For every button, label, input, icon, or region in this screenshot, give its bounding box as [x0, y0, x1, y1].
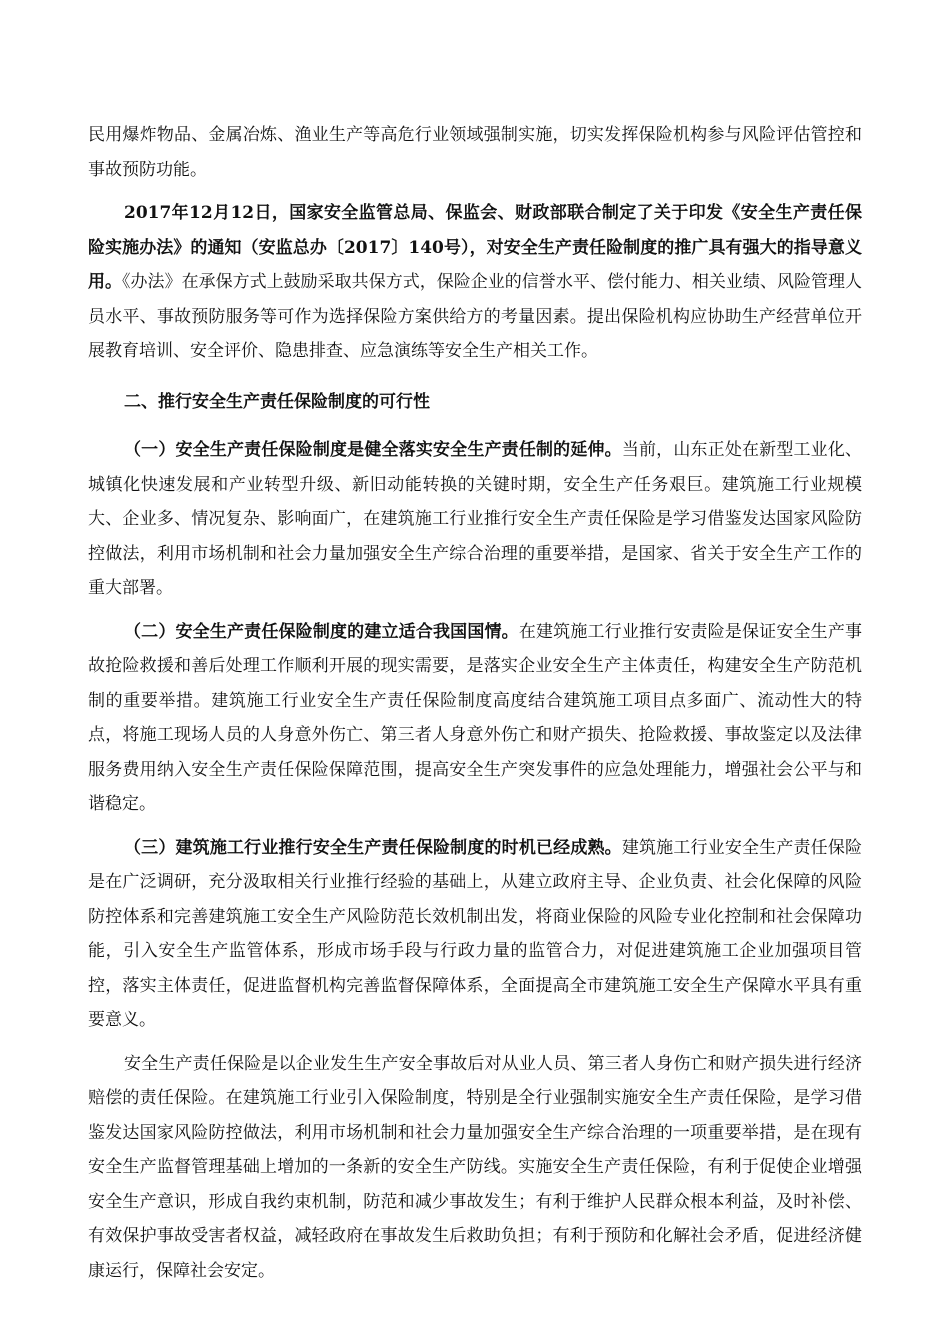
paragraph-feasibility-2-rest: 在建筑施工行业推行安责险是保证安全生产事故抢险救援和善后处理工作顺利开展的现实需要，是落实企业安全生产主体责任，构建安全生产防范机制的重要举措。建筑施工行业安全生产责任保险制度高度结合建筑施工项目点多面广、流动性大的特点，将施工现场人员的人身意外伤亡、第三者人身意外伤亡和财产损失、抢险救援、事故鉴定以及法律服务费用纳入安全生产责任保险保障范围，提高安全生产突发事件的应急处理能力，增强社会公平与和谐稳定。 [88, 621, 863, 814]
paragraph-policy-2017-bold: 2017年12月12日，国家安全监管总局、保监会、财政部联合制定了关于印发《安全生产责任保险实施办法》的通知（安监总办〔2017〕140号），对安全生产责任险制度的推广具有强大的指导意义用。 [88, 203, 862, 292]
paragraph-policy-2017-rest: 《办法》在承保方式上鼓励采取共保方式，保险企业的信誉水平、偿付能力、相关业绩、风险管理人员水平、事故预防服务等可作为选择保险方案供给方的考量因素。提出保险机构应协助生产经营单位开展教育培训、安全评价、隐患排查、应急演练等安全生产相关工作。 [88, 272, 863, 361]
paragraph-feasibility-1 [88, 433, 862, 606]
paragraph-feasibility-1-bold: （一）安全生产责任保险制度是健全落实安全生产责任制的延伸。 [124, 440, 622, 460]
paragraph-feasibility-2 [88, 615, 862, 822]
paragraph-feasibility-3-bold: （三）建筑施工行业推行安全生产责任保险制度的时机已经成熟。 [124, 837, 622, 858]
paragraph-feasibility-3 [88, 831, 862, 1038]
paragraph-continuation: 民用爆炸物品、金属冶炼、渔业生产等高危行业领域强制实施，切实发挥保险机构参与风险评估管控和事故预防功能。 [88, 125, 862, 180]
paragraph-feasibility-2-bold: （二）安全生产责任保险制度的建立适合我国国情。 [124, 621, 519, 642]
paragraph-policy-2017 [88, 196, 862, 369]
paragraph-insurance-summary: 安全生产责任保险是以企业发生生产安全事故后对从业人员、第三者人身伤亡和财产损失进行经济赔偿的责任保险。在建筑施工行业引入保险制度，特别是全行业强制实施安全生产责任保险，是学习借鉴发达国家风险防控做法，利用市场机制和社会力量加强安全生产综合治理的一项重要举措，是在现有安全生产监督管理基础上增加的一条新的安全生产防线。实施安全生产责任保险，有利于促使企业增强安全生产意识，形成自我约束机制，防范和减少事故发生；有利于维护人民群众根本利益，及时补偿、有效保护事故受害者权益，减轻政府在事故发生后救助负担；有利于预防和化解社会矛盾，促进经济健康运行，保障社会安定。 [88, 1053, 862, 1281]
section-heading-feasibility: 二、推行安全生产责任保险制度的可行性 [124, 391, 430, 412]
paragraph-feasibility-3-rest: 建筑施工行业安全生产责任保险是在广泛调研，充分汲取相关行业推行经验的基础上，从建立政府主导、企业负责、社会化保障的风险防控体系和完善建筑施工安全生产风险防范长效机制出发，将商业保险的风险专业化控制和社会保障功能，引入安全生产监管体系，形成市场手段与行政力量的监管合力，对促进建筑施工企业加强项目管控，落实主体责任，促进监督机构完善监督保障体系，全面提高全市建筑施工安全生产保障水平具有重要意义。 [88, 837, 863, 1030]
paragraph-feasibility-1-rest: 当前，山东正处在新型工业化、城镇化快速发展和产业转型升级、新旧动能转换的关键时期，安全生产任务艰巨。建筑施工行业规模大、企业多、情况复杂、影响面广，在建筑施工行业推行安全生产责任保险是学习借鉴发达国家风险防控做法，利用市场机制和社会力量加强安全生产综合治理的重要举措，是国家、省关于安全生产工作的重大部署。 [88, 440, 863, 598]
